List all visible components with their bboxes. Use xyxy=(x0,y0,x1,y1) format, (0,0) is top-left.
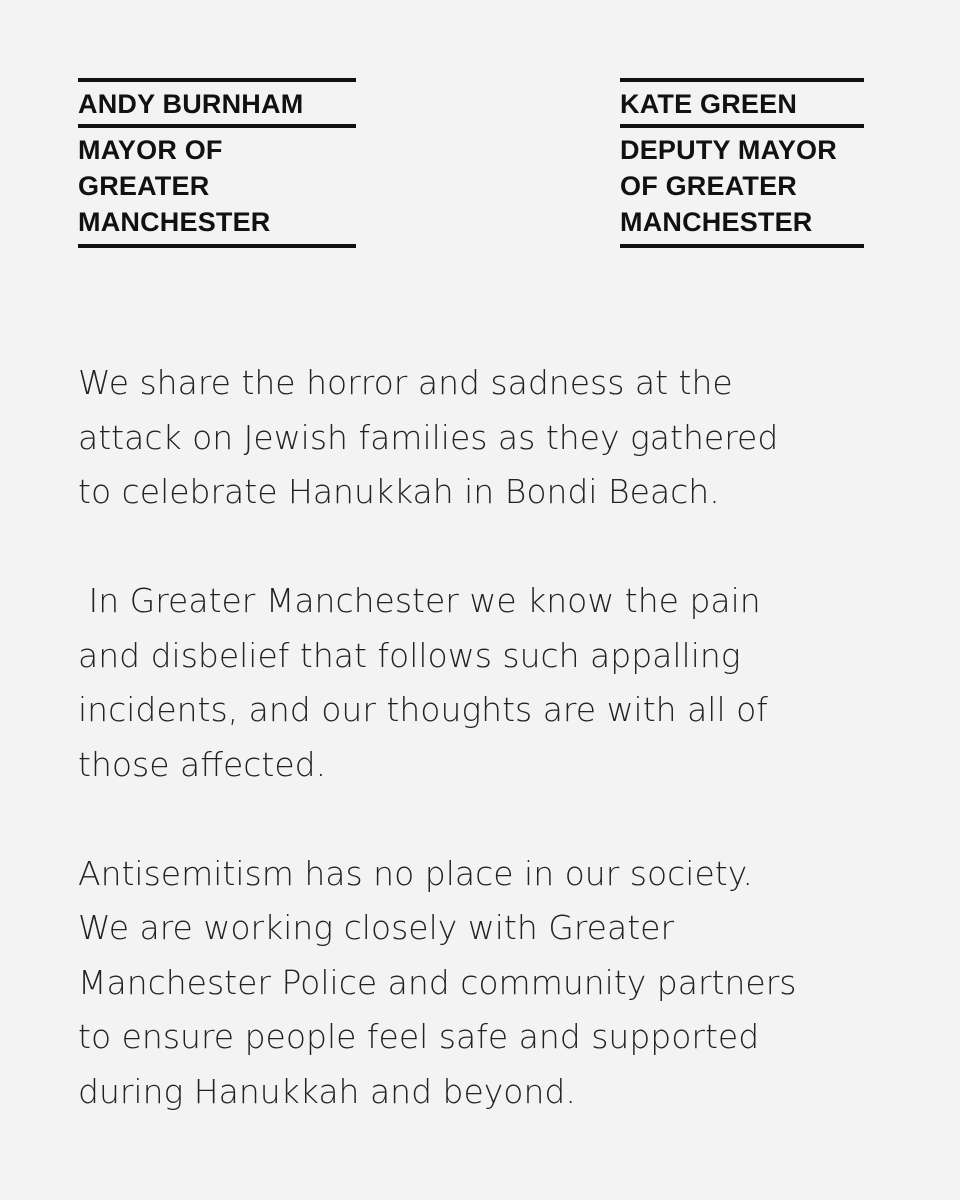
statement-line: Manchester Police and community partners xyxy=(78,962,797,1002)
signatory-title-line: MANCHESTER xyxy=(620,207,813,237)
statement-paragraph xyxy=(78,356,908,520)
signatory-kate-green xyxy=(620,78,864,248)
statement-line: incidents, and our thoughts are with all of xyxy=(78,690,768,729)
signatory-name: ANDY BURNHAM xyxy=(78,89,304,119)
bottom-rule xyxy=(620,244,864,248)
statement-paragraph xyxy=(78,847,908,1120)
signatory-name: KATE GREEN xyxy=(620,89,798,119)
statement-body xyxy=(78,356,908,1119)
signatory-title-line: MANCHESTER xyxy=(78,207,271,237)
signatory-title-line: OF GREATER xyxy=(620,171,797,201)
signatory-andy-burnham xyxy=(78,78,356,248)
statement-line: attack on Jewish families as they gathered xyxy=(78,417,779,457)
statement-line: In Greater Manchester we know the pain xyxy=(78,581,761,620)
statement-line: to ensure people feel safe and supported xyxy=(78,1017,760,1056)
bottom-rule xyxy=(78,244,356,248)
signatory-title-line: MAYOR OF xyxy=(78,135,223,165)
signatory-title xyxy=(620,128,864,244)
signatory-title xyxy=(78,128,356,244)
statement-line: and disbelief that follows such appalling xyxy=(78,635,741,675)
statement-line: We are working closely with Greater xyxy=(78,908,675,947)
statement-line: during Hanukkah and beyond. xyxy=(78,1071,576,1111)
statement-line: to celebrate Hanukkah in Bondi Beach. xyxy=(78,472,720,511)
statement-line: We share the horror and sadness at the xyxy=(78,363,733,402)
signatory-title-line: GREATER xyxy=(78,171,210,201)
statement-paragraph xyxy=(78,574,908,792)
statement-line: those affected. xyxy=(78,744,327,784)
statement-line: Antisemitism has no place in our society. xyxy=(78,853,754,893)
signatory-title-line: DEPUTY MAYOR xyxy=(620,135,837,165)
